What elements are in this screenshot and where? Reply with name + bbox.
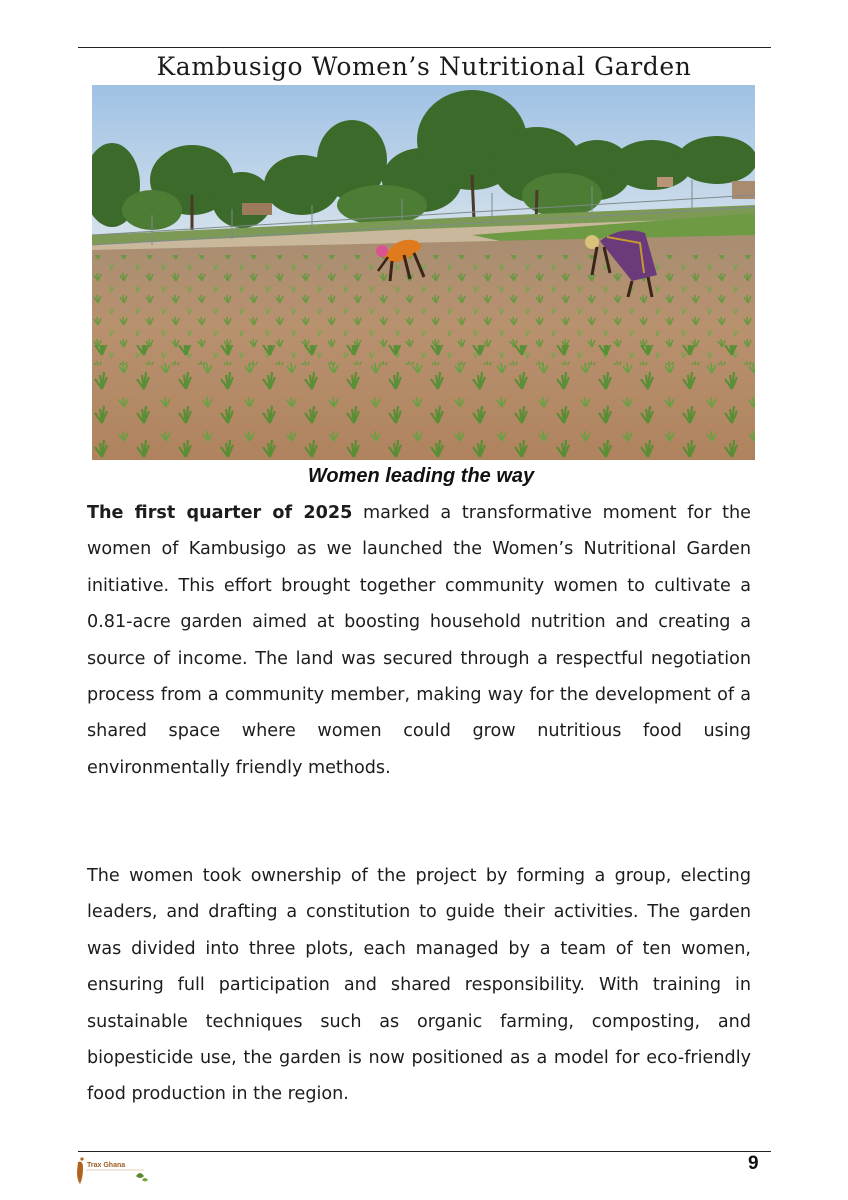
paragraph-1 (87, 495, 751, 786)
trax-ghana-logo (74, 1156, 164, 1190)
page-number: 9 (748, 1153, 759, 1174)
logo-text: Trax Ghana (87, 1162, 126, 1169)
paragraph-2: The women took ownership of the project by forming a group, electing leaders, and drafting a constitution to guide their activities. The garden was divided into three plots, each managed by a team of ten women, ensuring full participation and shared responsibility. With training in sustainable techniques such as organic farming, composting, and biopesticide use, the garden is now positioned as a model for eco-friendly food production in the region. (87, 866, 751, 1105)
page-title: Kambusigo Women’s Nutritional Garden (156, 52, 692, 81)
footer-rule (78, 1151, 771, 1152)
paragraph-1-lead: The first quarter of 2025 (87, 503, 353, 523)
garden-photo (92, 85, 755, 460)
header-rule (78, 47, 771, 48)
photo-caption: Women leading the way (307, 465, 535, 487)
paragraph-1-text: marked a transformative moment for the women of Kambusigo as we launched the Women’s Nutritional Garden initiative. This effort brought together community women to cultivate a 0.81-acre garden aimed at boosting household nutrition and creating a source of income. The land was secured through a respectful negotiation process from a community member, making way for the development of a shared space where women could grow nutritious food using environmentally friendly methods. (87, 503, 751, 778)
